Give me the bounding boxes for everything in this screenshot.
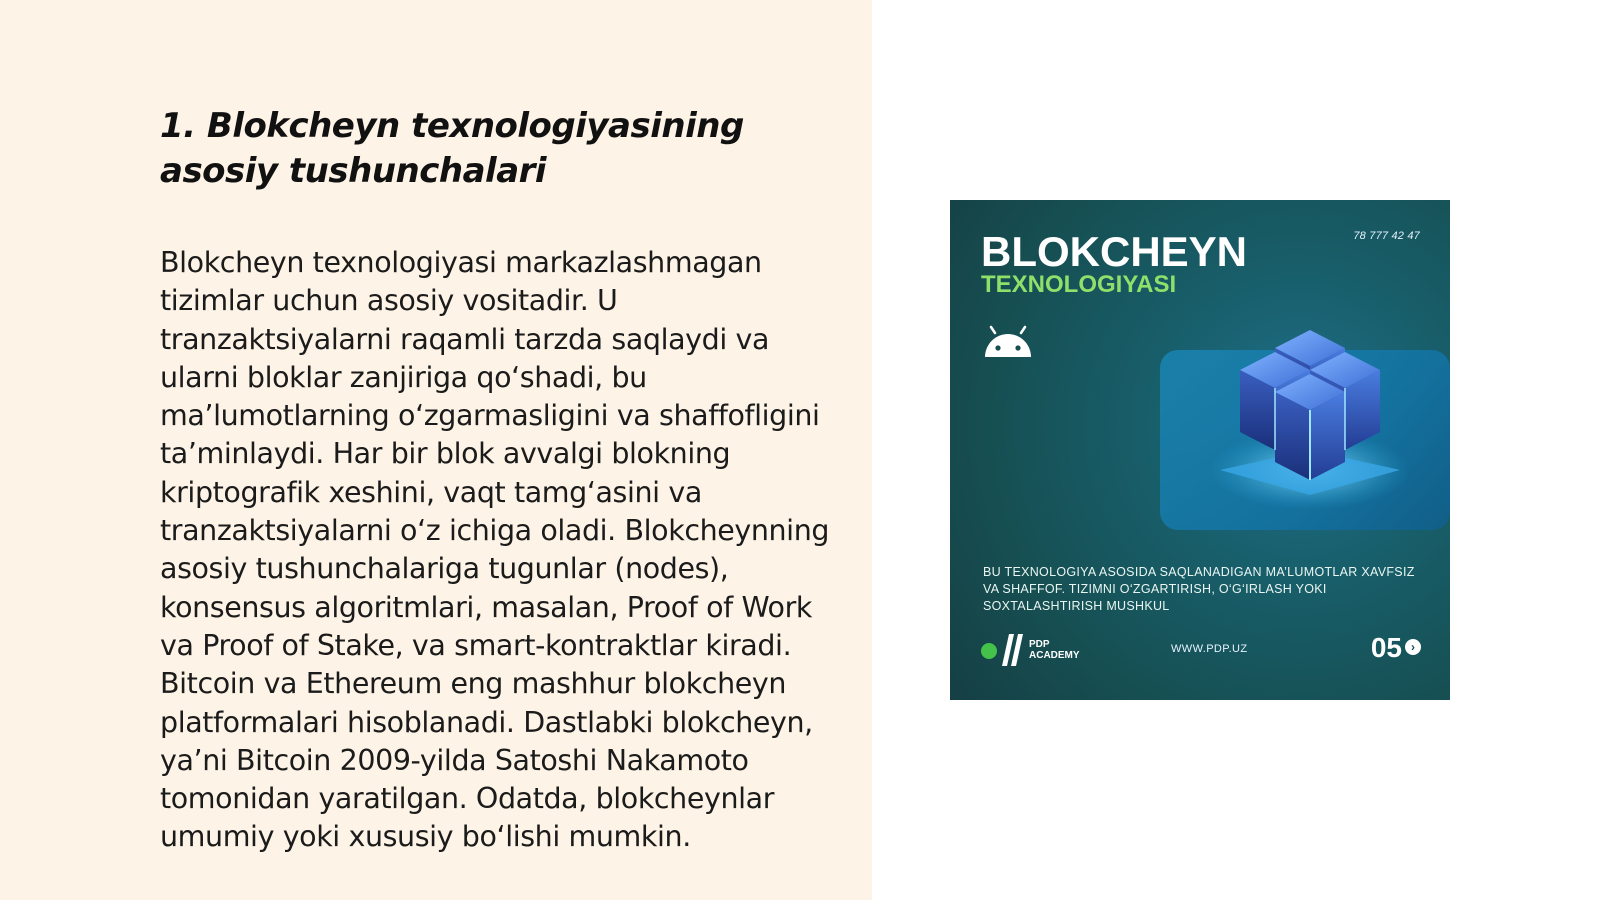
poster-title: BLOKCHEYN (981, 228, 1248, 275)
arrow-right-icon: › (1405, 639, 1421, 655)
pdp-academy-logo (981, 634, 1091, 666)
android-icon (981, 325, 1035, 365)
poster-footer (981, 632, 1421, 668)
logo-text: PDP ACADEMY (1029, 639, 1080, 661)
poster-subtitle: TEXNOLOGIYASI (981, 271, 1177, 298)
slide-body-text: Blokcheyn texnologiyasi markazlashmagan tizimlar uchun asosiy vositadir. U tranzaktsiyalarni raqamli tarzda saqlaydi va ularni bloklar zanjiriga qo‘shadi, bu ma’lumotlarning o‘zgarmasligini va shaffofligini ta’minlaydi. Har bir blok avvalgi blokning kriptografik xeshini, vaqt tamg‘asini va tranzaktsiyalarni o‘z ichiga oladi. Blokcheynning asosiy tushunchalariga tugunlar (nodes), konsensus algoritmlari, masalan, Proof of Work va Proof of Stake, va smart-kontraktlar kiradi. Bitcoin va Ethereum eng mashhur blokcheyn platformalari hisoblanadi. Dastlabki blokcheyn, ya’ni Bitcoin 2009-yilda Satoshi Nakamoto tomonidan yaratilgan. Odatda, blokcheynlar umumiy yoki xususiy bo‘lishi mumkin. (160, 246, 830, 854)
logo-slash-mark (1001, 634, 1025, 666)
cube-stack-icon (1205, 320, 1415, 520)
blockchain-poster-image (950, 200, 1450, 700)
poster-phone-number: 78 777 42 47 (1353, 230, 1420, 242)
page-number-text: 05 (1370, 632, 1402, 663)
poster-caption: BU TEXNOLOGIYA ASOSIDA SAQLANADIGAN MA’LUMOTLAR XAVFSIZ VA SHAFFOF. TIZIMNI O‘ZGARTIRISH, O‘G‘IRLASH YOKI SOXTALASHTIRISH MUSHKUL (983, 565, 1415, 613)
poster-url: WWW.PDP.UZ (1171, 643, 1248, 655)
slide-title: 1. Blokcheyn texnologiyasining asosiy tushunchalari (160, 106, 744, 191)
poster-page-number (1371, 632, 1421, 664)
logo-dot (981, 643, 997, 659)
